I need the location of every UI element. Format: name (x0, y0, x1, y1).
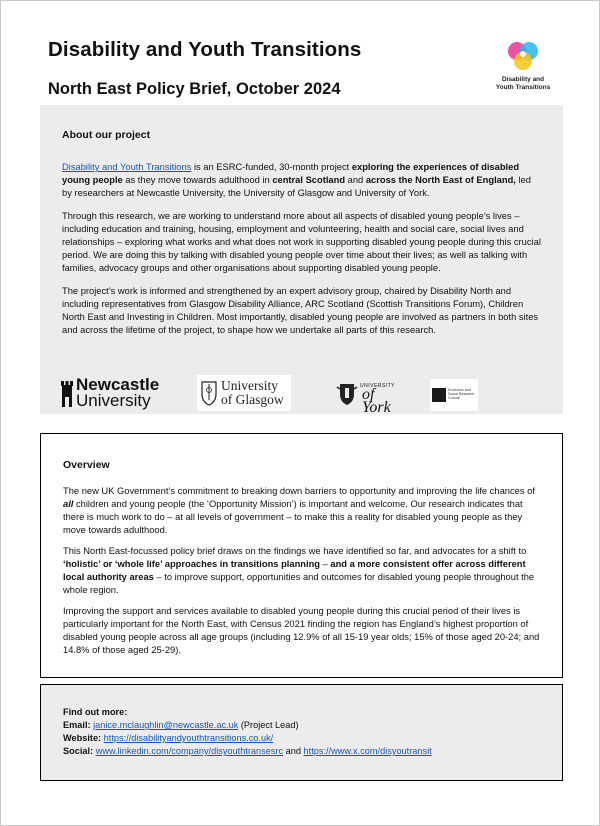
about-heading: About our project (62, 129, 151, 141)
york-university-text: UNIVERSITY (360, 383, 396, 389)
page-title: Disability and Youth Transitions (48, 38, 362, 61)
website-label: Website: (63, 733, 104, 743)
newcastle-line-1: Newcastle (76, 375, 160, 394)
about-p1-bold-1: exploring the experiences of disabled young people (62, 162, 520, 185)
overview-p2-bold-1: ‘holistic’ or ‘whole life’ approaches in transitions planning (63, 559, 320, 569)
overview-p2-text-2: – (320, 559, 331, 569)
about-paragraph-3: The project’s work is informed and strengthened by an expert advisory group, chaired by Disability North and including representatives from Glasgow Disability Alliance, ARC Scotland (Scottish Transitions Forum), Children North East and Investing in Children. Most importantly, disabled young people are involved as partners in both sites and across the lifetime of the project, to shape how we undertake all parts of this research. (62, 286, 539, 335)
find-out-heading: Find out more: (63, 707, 128, 717)
linkedin-link[interactable]: www.linkedin.com/company/disyouthtransesrc (95, 746, 284, 756)
overview-p2-text-1: This North East-focussed policy brief draws on the findings we have identified so far, and advocates for a shift to (63, 546, 527, 556)
email-row (63, 719, 542, 732)
overview-p1-emphasis: all (63, 499, 74, 509)
social-row (63, 745, 542, 758)
about-p1-bold-2: central Scotland (272, 175, 346, 185)
overview-paragraph-3: Improving the support and services available to disabled young people during this crucial period of their lives is particularly important for the North East, with Census 2021 finding the region has England’s highest proportion of disabled young people across all age groups (including 12.9% of all 15-19 year olds; 15% of those aged 20-24; and 14.8% of those aged 25-29). (63, 606, 540, 655)
glasgow-line-2: of Glasgow (221, 392, 284, 407)
find-out-more-section (40, 684, 563, 781)
website-row (63, 732, 542, 745)
email-link[interactable]: janice.mclaughlin@newcastle.ac.uk (93, 720, 239, 730)
x-link[interactable]: https://www.x.com/disyoutransit (303, 746, 432, 756)
about-paragraph-1 (62, 161, 543, 200)
project-logo (490, 40, 556, 100)
york-crest-icon (336, 381, 358, 407)
esrc-text: Economic and Social Research Council (448, 388, 475, 401)
logo-line-1: Disability and (501, 76, 545, 83)
website-link[interactable]: https://disabilityandyouthtransitions.co.uk/ (103, 733, 274, 743)
overview-p2-bold-2: and a more consistent offer across different local authority areas (63, 559, 526, 582)
york-of-york-text: of York (362, 386, 391, 416)
page-subtitle: North East Policy Brief, October 2024 (48, 80, 341, 98)
logo-line-2: Youth Transitions (495, 83, 551, 91)
esrc-logo (430, 379, 478, 411)
about-paragraph-2: Through this research, we are working to understand more about all aspects of disabled young people’s lives – including education and training, housing, employment and volunteering, health and social care, social lives and relationships – exploring what works and what does not work in supporting disabled young people during this crucial period. We are doing this by talking with disabled young people over time about their lives; as well as talking with families, advocacy groups and other organisations about supporting disabled young people. (62, 211, 541, 273)
glasgow-logo (197, 375, 291, 411)
esrc-square-icon (432, 388, 446, 402)
social-and: and (283, 746, 304, 756)
email-label: Email: (63, 720, 94, 730)
overview-heading: Overview (63, 459, 110, 471)
newcastle-line-2: University (76, 391, 151, 410)
overview-p2-text-3: – to improve support, opportunities and outcomes for disabled young people throughout the whole region. (63, 572, 535, 595)
newcastle-tower-icon (60, 381, 74, 407)
overview-p1-text-2: children and young people (the ‘Opportunity Mission’) is important and welcome. Our research indicates that there is much work to do – at all levels of government – to make this a reality for disabled young people as they move towards adulthood. (63, 499, 523, 535)
overview-p1-text-1: The new UK Government’s commitment to breaking down barriers to opportunity and improving the life chances of (63, 486, 535, 496)
about-p1-text-4: led by researchers at Newcastle University, the University of Glasgow and University of York. (62, 175, 531, 198)
about-p1-text-3: and (345, 175, 366, 185)
about-p1-bold-3: across the North East of England, (365, 175, 516, 185)
overview-paragraph-1 (63, 485, 542, 537)
logo-text (490, 76, 556, 91)
project-link[interactable]: Disability and Youth Transitions (62, 162, 192, 172)
glasgow-crest-icon (201, 380, 217, 406)
overview-section (40, 433, 563, 678)
venn-logo-icon (505, 40, 541, 74)
partner-logos (40, 375, 563, 415)
overview-paragraph-2 (63, 545, 542, 597)
about-p1-text-1: is an ESRC-funded, 30-month project (191, 162, 352, 172)
york-logo (336, 379, 396, 416)
about-p1-text-2: as they move towards adulthood in (122, 175, 273, 185)
social-label: Social: (63, 746, 96, 756)
about-section (40, 105, 563, 414)
email-suffix: (Project Lead) (238, 720, 299, 730)
newcastle-logo (76, 377, 159, 409)
glasgow-line-1: University (221, 378, 278, 393)
